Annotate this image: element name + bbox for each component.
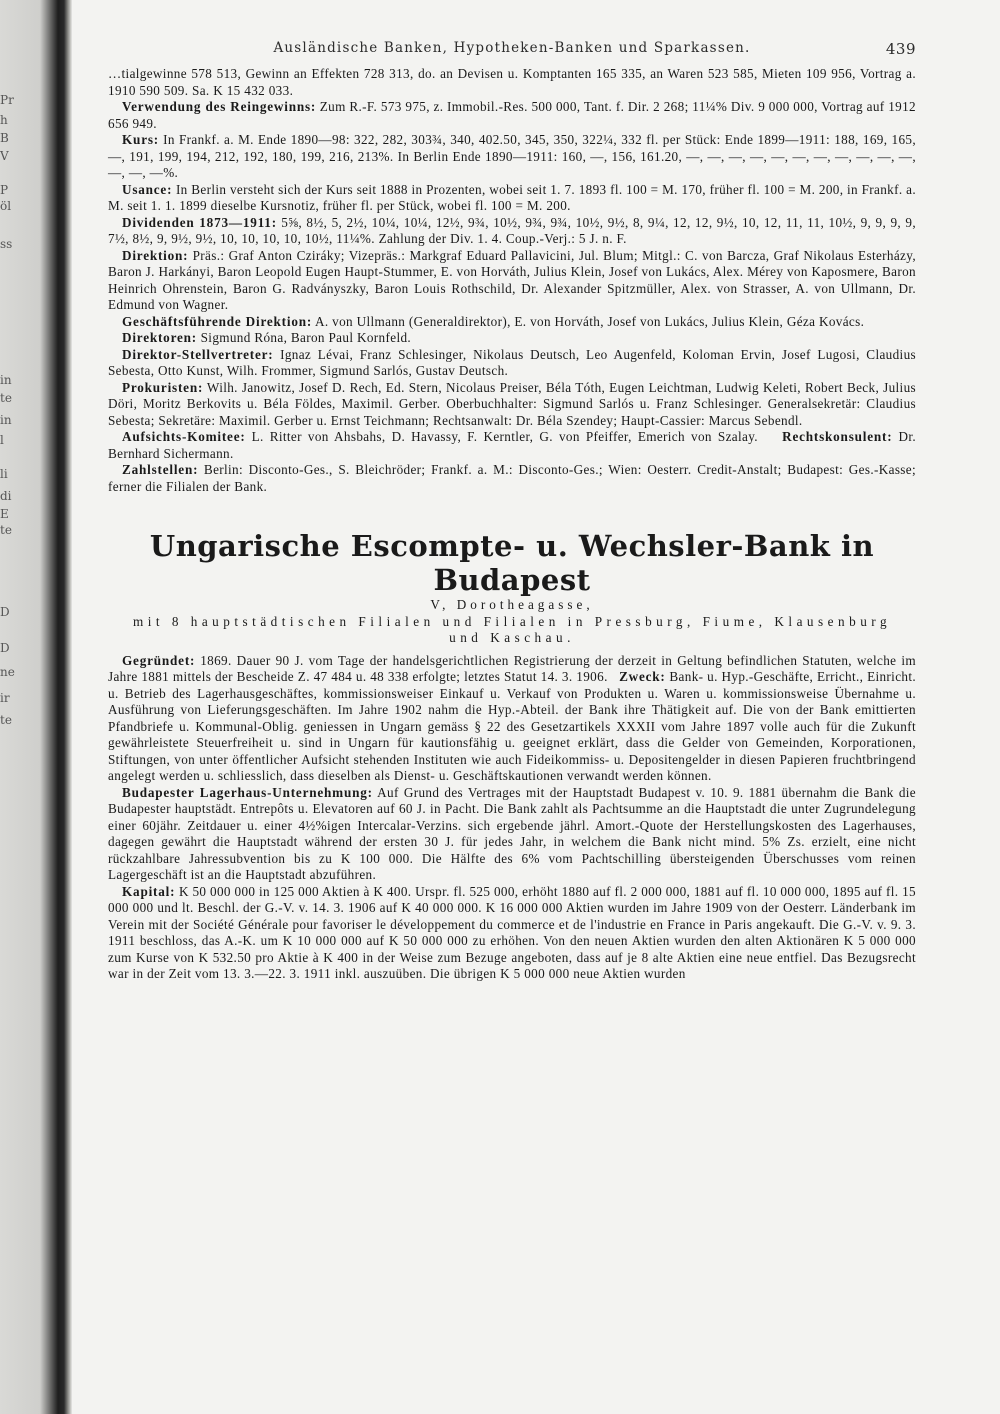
section-label: Geschäftsführende Direktion:: [122, 313, 313, 329]
warehouse-enterprise: [108, 785, 916, 884]
dividends: [108, 215, 916, 248]
capital: [108, 884, 916, 983]
section-label: Zweck:: [619, 669, 666, 684]
section-text: L. Ritter von Ahsbahs, D. Havassy, F. Kerntler, G. von Pfeiffer, Emerich von Szalay.: [245, 429, 758, 444]
margin-fragment: D: [0, 641, 10, 655]
margin-fragment: in: [0, 373, 12, 387]
running-header-title: Ausländische Banken, Hypotheken-Banken und Sparkassen.: [273, 40, 751, 56]
margin-fragment: h: [0, 113, 8, 127]
management: [108, 314, 916, 331]
authorized-signatories: [108, 380, 916, 430]
bank-address: V, Dorotheagasse,: [430, 597, 594, 612]
section-label: Kurs:: [122, 132, 159, 147]
section-label: Kapital:: [122, 883, 176, 899]
bank-title: Ungarische Escompte- u. Wechsler-Bank in Budapest: [149, 529, 875, 597]
founded: [108, 653, 916, 785]
section-text: Wilh. Janowitz, Josef D. Rech, Ed. Stern, Nicolaus Preiser, Béla Tóth, Eugen Leichtman, Ludwig Keleti, Robert Beck, Julius Döri, Moritz Berkovits u. Béla Földes, Maximil. Gerber. Oberbuchhalter: Sigmund Sarlós u. Franz Schlesinger. Generalsekretär: Claudius Sebesta; Sekretäre: Maximil. Gerber u. Ernst Teichmann; Rechtsanwalt: Dr. Béla Szendey; Haupt-Cassier: Marcus Sebendl.: [108, 379, 916, 428]
section-label: Verwendung des Reingewinns:: [122, 99, 317, 114]
margin-fragment: te: [0, 391, 12, 405]
margin-fragment: Pr: [0, 93, 14, 107]
section-label: Direktoren:: [122, 330, 197, 345]
section-label: Usance:: [122, 181, 173, 197]
supervisory-committee: [108, 429, 916, 462]
section-label: Gegründet:: [122, 652, 196, 668]
section-text: 5⅝, 8½, 5, 2½, 10¼, 10¼, 12½, 9¾, 10½, 9¾, 9¾, 10½, 9½, 8, 9¼, 12, 12, 9½, 10, 12, 11, 11, 10½, 9, 9, 9, 9, 7½, 8½, 9, 9½, 9½, 10, 10, 10, 10, 10½, 11¼%. Zahlung der Div. 1. 4. Coup.-Verj.: 5 J. n. F.: [108, 214, 917, 246]
running-header: [108, 40, 916, 66]
section-label: Aufsichts-Komitee:: [122, 429, 246, 444]
margin-fragment: te: [0, 713, 12, 727]
section-text: Dr. Bernhard Sichermann.: [108, 429, 916, 461]
section-text: A. von Ullmann (Generaldirektor), E. von Horváth, Josef von Lukács, Julius Klein, Géza Kovács.: [312, 313, 865, 329]
margin-fragment: D: [0, 605, 10, 619]
directors: [108, 330, 916, 347]
section-text: In Berlin versteht sich der Kurs seit 1888 in Prozenten, wobei seit 1. 7. 1893 fl. 100 = M. 170, früher fl. 100 = M. 200, in Frankf. a. M. seit 1. 1. 1899 dieselbe Kursnotiz, früher fl. per Stück, wobei fl. 100 = M. 200.: [108, 181, 917, 213]
section-label: Prokuristen:: [122, 379, 204, 395]
upper-entry: [108, 66, 916, 495]
margin-fragment: li: [0, 467, 8, 481]
paying-agents: [108, 462, 916, 495]
margin-fragment: öl: [0, 199, 12, 213]
section-text: Ignaz Lévai, Franz Schlesinger, Nikolaus Deutsch, Leo Augenfeld, Koloman Ervin, Josef Lugosi, Claudius Sebesta, Otto Kunst, Wilh. Frommer, Sigmund Sarlós, Gustav Deutsch.: [108, 346, 916, 378]
profit-distribution: [108, 99, 916, 132]
section-label: Direktion:: [122, 247, 189, 263]
section-text: Bank- u. Hyp.-Geschäfte, Erricht., Einricht. u. Betrieb des Lagerhausgeschäftes, kommissionsweiser Einkauf u. Verkauf von Produkten u. Waren u. kommissionsweise Übernahme u. Ausführung von Lieferungsgeschäften. Im Jahre 1902 nahm die Hyp.-Abteil. der Bank ihre Thätigkeit auf. Die von der Bank emittierten Pfandbriefe u. Kommunal-Oblig. geniessen in Ungarn gemäss § 22 des Gesetzartikels XXXII vom Jahre 1897 volle auch für die Zukunft gewährleistete Steuerfreiheit u. sind in Ungarn für kautionsfähig u. geeignet erklärt, dass die Gelder von Gemeinden, Korporationen, Stiftungen, von unter öffentlicher Aufsicht stehenden Instituten wie auch Fideikommiss- u. Depositengelder in diesen Papieren fruchtbringend angelegt werden u. schliesslich, dass dieselben als Dienst- u. Geschäftskautionen verwandt werden können.: [108, 669, 916, 783]
profit-details: …tialgewinne 578 513, Gewinn an Effekten 728 313, do. an Devisen u. Komptanten 165 335, an Waren 523 585, Mieten 109 956, Vortrag a. 1910 590 509. Sa. K 15 432 033.: [108, 66, 916, 98]
section-text: Berlin: Disconto-Ges., S. Bleichröder; Frankf. a. M.: Disconto-Ges.; Wien: Oesterr. Credit-Anstalt; Budapest: Ges.-Kasse; ferner die Filialen der Bank.: [108, 462, 916, 494]
margin-fragment: P: [0, 183, 9, 197]
page-number: 439: [885, 40, 916, 58]
section-label: Dividenden 1873—1911:: [122, 214, 277, 230]
section-label: Direktor-Stellvertreter:: [122, 346, 274, 362]
margin-fragment: E: [0, 507, 9, 521]
margin-fragment: ne: [0, 665, 15, 679]
margin-fragment: V: [0, 149, 9, 163]
bank-branches: mit 8 hauptstädtischen Filialen und Filialen in Pressburg, Fiume, Klausenburg und Kaschau.: [132, 613, 892, 645]
margin-fragment: te: [0, 523, 12, 537]
section-text: K 50 000 000 in 125 000 Aktien à K 400. Urspr. fl. 525 000, erhöht 1880 auf fl. 2 000 000, 1881 auf fl. 10 000 000, 1895 auf fl. 15 000 000 und lt. Beschl. der G.-V. v. 14. 3. 1906 auf K 40 000 000. K 16 000 000 Aktien wurden im Jahre 1909 von der Oesterr. Länderbank im Verein mit der Société Générale pour favoriser le développement du commerce et de l'industrie en France in Paris angekauft. Die G.-V. v. 9. 3. 1911 beschloss, das A.-K. um K 10 000 000 auf K 50 000 000 zu erhöhen. Von den neuen Aktien wurden den alten Aktionären K 5 000 000 zum Kurse von K 532.50 pro Aktie à K 400 in der Weise zum Bezuge angeboten, dass auf je 8 alte Aktien eine neue entfiel. Das Bezugsrecht war in der Zeit vom 13. 3.—22. 3. 1911 inkl. auszuüben. Die übrigen K 5 000 000 neue Aktien wurden: [108, 883, 916, 981]
bank-entry: [108, 653, 916, 983]
section-text: Sigmund Róna, Baron Paul Kornfeld.: [196, 330, 412, 345]
board: [108, 248, 916, 314]
margin-fragment: B: [0, 131, 9, 145]
section-label: Budapester Lagerhaus-Unternehmung:: [122, 784, 373, 800]
margin-fragment: l: [0, 433, 4, 447]
margin-fragment: di: [0, 489, 12, 503]
book-page: [108, 40, 916, 983]
share-price: [108, 132, 916, 182]
section-label: Zahlstellen:: [122, 462, 199, 477]
margin-fragment: in: [0, 413, 12, 427]
section-text: 1869. Dauer 90 J. vom Tage der handelsgerichtlichen Registrierung der derzeit in Geltung befindlichen Statuten, welche im Jahre 1881 mittels der Bescheide Z. 47 484 u. 48 338 erfolgte; letztes Statut 14. 3. 1906.: [108, 652, 916, 684]
section-label: Rechtskonsulent:: [782, 429, 893, 444]
section-text: Zum R.-F. 573 975, z. Immobil.-Res. 500 000, Tant. f. Dir. 2 268; 11¼% Div. 9 000 000, Vortrag auf 1912 656 949.: [108, 99, 916, 131]
deputy-directors: [108, 347, 916, 380]
section-text: In Frankf. a. M. Ende 1890—98: 322, 282, 303¾, 340, 402.50, 345, 350, 322¼, 332 fl. per Stück: Ende 1899—1911: 188, 169, 165, —, 191, 199, 194, 212, 192, 180, 199, 216, 213%. In Berlin Ende 1890—1911: 160, —, 156, 161.20, —, —, —, —, —, —, —, —, —, —, —, —, —, —%.: [108, 132, 916, 180]
section-text: Präs.: Graf Anton Cziráky; Vizepräs.: Markgraf Eduard Pallavicini, Jul. Blum; Mitgl.: C. von Barcza, Graf Nikolaus Esterházy, Baron J. Harkányi, Baron Leopold Eugen Haupt-Stummer, E. von Horváth, Julius Klein, Josef von Lukács, Alex. Mérey von Kaposmere, Baron Heinrich Ohrenstein, Baron G. Radványszky, Baron Louis Rothschild, Dr. Alexander Spitzmüller, Alex. von Strasser, A. von Ullmann, Dr. Edmund von Wagner.: [108, 247, 916, 312]
margin-fragment: ss: [0, 237, 13, 251]
usance: [108, 182, 916, 215]
section-text: Auf Grund des Vertrages mit der Hauptstadt Budapest v. 10. 9. 1881 übernahm die Bank die Budapester hauptstädt. Entrepôts u. Elevatoren auf 60 J. in Pacht. Die Bank zahlt als Pachtsumme an die Hauptstadt die unter Zugrundelegung einer 60jähr. Zeitdauer u. einer 4½%igen Intercalar-Verzins. sich ergebende jährl. Amort.-Quote der Herstellungskosten des Lagerhauses, dagegen gewährt die Hauptstadt während der ersten 30 J. für jedes Jahr, in welchem die Bank nicht mind. 5% Zs. erzielt, eine nicht rückzahlbare Jahressubvention bis zu K 100 000. Die Hälfte des 6% vom Pachtschilling übersteigenden Überschusses vom reinen Lagergeschäft ist an die Hauptstadt abzuführen.: [108, 784, 916, 882]
margin-fragment: ir: [0, 691, 10, 705]
